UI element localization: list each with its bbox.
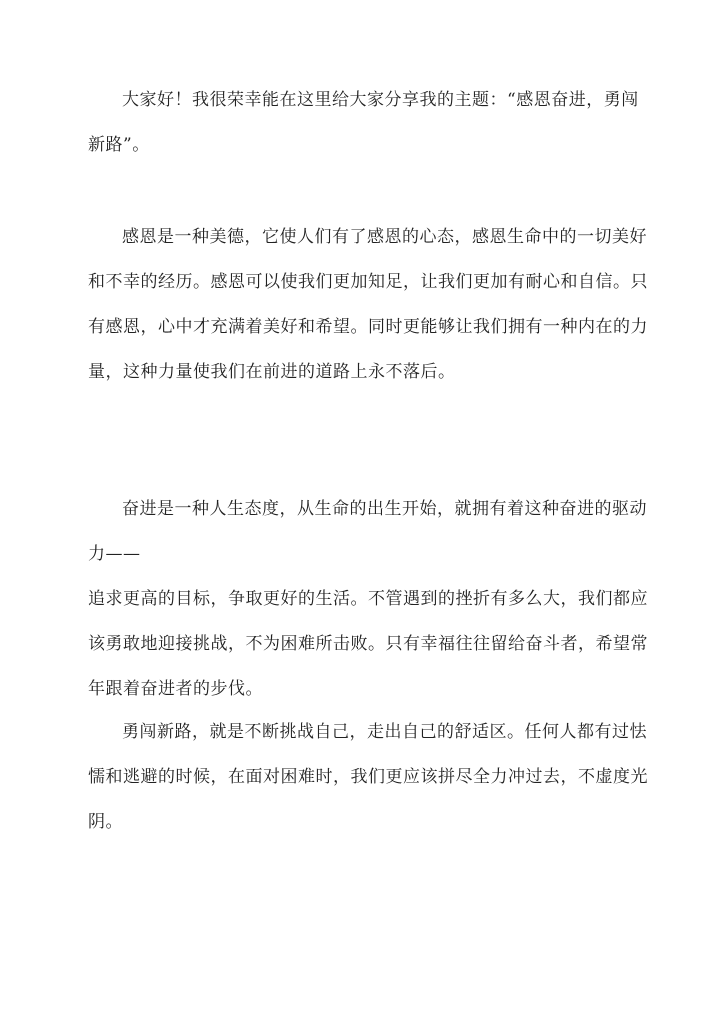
text-line: 力——	[88, 544, 141, 564]
text-line: 追求更高的目标，争取更好的生活。不管遇到的挫折有多么大，我们都应	[88, 589, 648, 609]
paragraph-greeting	[88, 78, 648, 168]
text-line: 该勇敢地迎接挑战，不为困难所击败。只有幸福往往留给奋斗者，希望常	[88, 634, 648, 654]
text-line: 新路”。	[88, 135, 150, 155]
text-line: 勇闯新路，就是不断挑战自己，走出自己的舒适区。任何人都有过怯	[122, 722, 647, 742]
text-line: 感恩是一种美德，它使人们有了感恩的心态，感恩生命中的一切美好	[122, 227, 647, 247]
text-line: 懦和逃避的时候，在面对困难时，我们更应该拼尽全力冲过去，不虚度光	[88, 767, 648, 787]
text-line: 有感恩，心中才充满着美好和希望。同时更能够让我们拥有一种内在的力	[88, 317, 648, 337]
text-line: 年跟着奋进者的步伐。	[88, 679, 263, 699]
text-line: 阴。	[88, 812, 123, 832]
paragraph-striving	[88, 487, 648, 712]
text-line: 奋进是一种人生态度，从生命的出生开始，就拥有着这种奋进的驱动	[122, 499, 647, 519]
text-line: 和不幸的经历。感恩可以使我们更加知足，让我们更加有耐心和自信。只	[88, 272, 648, 292]
text-line: 量，这种力量使我们在前进的道路上永不落后。	[88, 362, 456, 382]
text-line: 大家好！我很荣幸能在这里给大家分享我的主题：“感恩奋进，勇闯	[122, 90, 639, 110]
paragraph-gratitude	[88, 215, 648, 395]
paragraph-new-path	[88, 710, 648, 845]
